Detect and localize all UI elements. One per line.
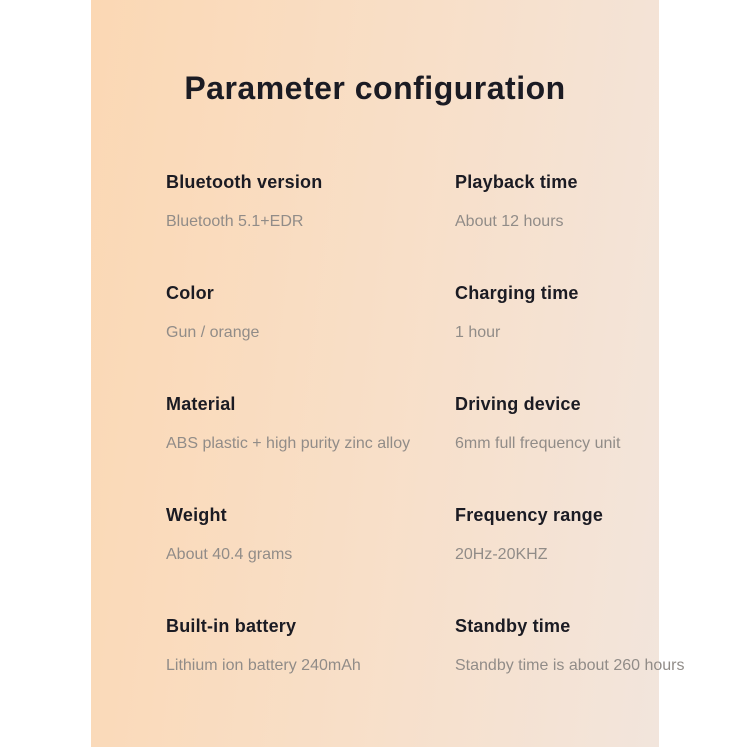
- spec-value-frequency-range: 20Hz-20KHZ: [455, 546, 548, 563]
- spec-label-driving-device: Driving device: [455, 394, 581, 414]
- spec-panel: [91, 0, 685, 747]
- spec-item-charging-time: [455, 282, 684, 342]
- spec-label-frequency-range: Frequency range: [455, 505, 604, 525]
- spec-grid: [166, 171, 685, 675]
- spec-label-color: Color: [166, 283, 214, 303]
- spec-value-weight: About 40.4 grams: [166, 546, 293, 563]
- spec-value-standby-time: Standby time is about 260 hours: [455, 657, 685, 674]
- spec-item-standby-time: [455, 615, 684, 675]
- page-title: Parameter configuration: [184, 70, 566, 106]
- spec-value-driving-device: 6mm full frequency unit: [455, 435, 621, 452]
- spec-value-built-in-battery: Lithium ion battery 240mAh: [166, 657, 361, 674]
- spec-value-playback-time: About 12 hours: [455, 213, 564, 230]
- spec-value-bluetooth-version: Bluetooth 5.1+EDR: [166, 213, 304, 230]
- spec-label-playback-time: Playback time: [455, 172, 578, 192]
- spec-item-bluetooth-version: [166, 171, 455, 231]
- spec-item-frequency-range: [455, 504, 684, 564]
- spec-item-playback-time: [455, 171, 684, 231]
- spec-item-color: [166, 282, 455, 342]
- spec-label-charging-time: Charging time: [455, 283, 579, 303]
- spec-item-built-in-battery: [166, 615, 455, 675]
- spec-label-weight: Weight: [166, 505, 227, 525]
- spec-item-weight: [166, 504, 455, 564]
- spec-value-material: ABS plastic + high purity zinc alloy: [166, 435, 411, 452]
- spec-value-charging-time: 1 hour: [455, 324, 501, 341]
- spec-label-bluetooth-version: Bluetooth version: [166, 172, 323, 192]
- spec-item-material: [166, 393, 455, 453]
- spec-label-standby-time: Standby time: [455, 616, 571, 636]
- spec-item-driving-device: [455, 393, 684, 453]
- spec-label-material: Material: [166, 394, 236, 414]
- spec-value-color: Gun / orange: [166, 324, 260, 341]
- spec-label-built-in-battery: Built-in battery: [166, 616, 297, 636]
